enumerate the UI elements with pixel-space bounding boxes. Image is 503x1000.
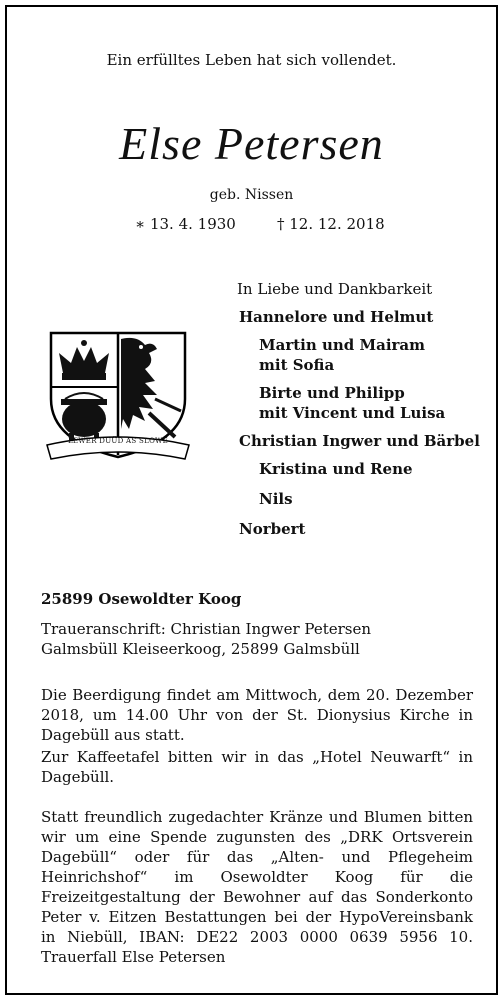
birth-date: ∗ 13. 4. 1930 <box>135 215 236 233</box>
maiden-name: geb. Nissen <box>209 187 294 203</box>
family-list <box>237 279 487 539</box>
mourning-address <box>41 619 473 659</box>
family-member: Norbert <box>239 520 306 538</box>
family-member: Birte und Philipp <box>259 384 405 402</box>
donation-notice: Statt freundlich zugedachter Kränze und Blumen bitten wir um eine Spende zugunsten des „DRK Ortsverein Dagebüll“ oder für das „Alten- und Pflegeheim Heinrichshof“ im Osewoldter Koog für die Freizeitgestaltung der Bewohner auf das Sonderkonto Peter v. Eitzen Bestattungen bei der HypoVereinsbank in Niebüll, IBAN: DE22 2003 0000 0639 5956 10. Trauerfall Else Petersen <box>41 808 473 966</box>
family-intro: In Liebe und Dankbarkeit <box>237 280 433 298</box>
crest-motto: LEWER DUÜD AS SLOWE <box>67 437 169 445</box>
family-member: Kristina und Rene <box>259 460 413 478</box>
address-line-1: Traueranschrift: Christian Ingwer Petersen <box>41 620 372 638</box>
family-member: Christian Ingwer und Bärbel <box>239 432 480 450</box>
family-member-detail: mit Vincent und Luisa <box>259 404 446 422</box>
place: 25899 Osewoldter Koog <box>41 590 242 608</box>
intro-line: Ein erfülltes Leben hat sich vollendet. <box>106 51 397 69</box>
family-member: Hannelore und Helmut <box>239 308 434 326</box>
deceased-name: Else Petersen <box>119 118 384 169</box>
death-date: † 12. 12. 2018 <box>277 215 385 233</box>
family-member: Martin und Mairam <box>259 336 426 354</box>
obituary-frame <box>5 5 498 995</box>
coffee-notice: Zur Kaffeetafel bitten wir in das „Hotel Neuwarft“ in Dagebüll. <box>41 748 473 786</box>
funeral-notice: Die Beerdigung findet am Mittwoch, dem 20. Dezember 2018, um 14.00 Uhr von der St. Dionysius Kirche in Dagebüll aus statt. <box>41 686 473 744</box>
family-member-detail: mit Sofia <box>259 356 335 374</box>
family-crest <box>45 329 191 463</box>
family-member: Nils <box>259 490 293 508</box>
address-line-2: Galmsbüll Kleiseerkoog, 25899 Galmsbüll <box>41 640 360 658</box>
